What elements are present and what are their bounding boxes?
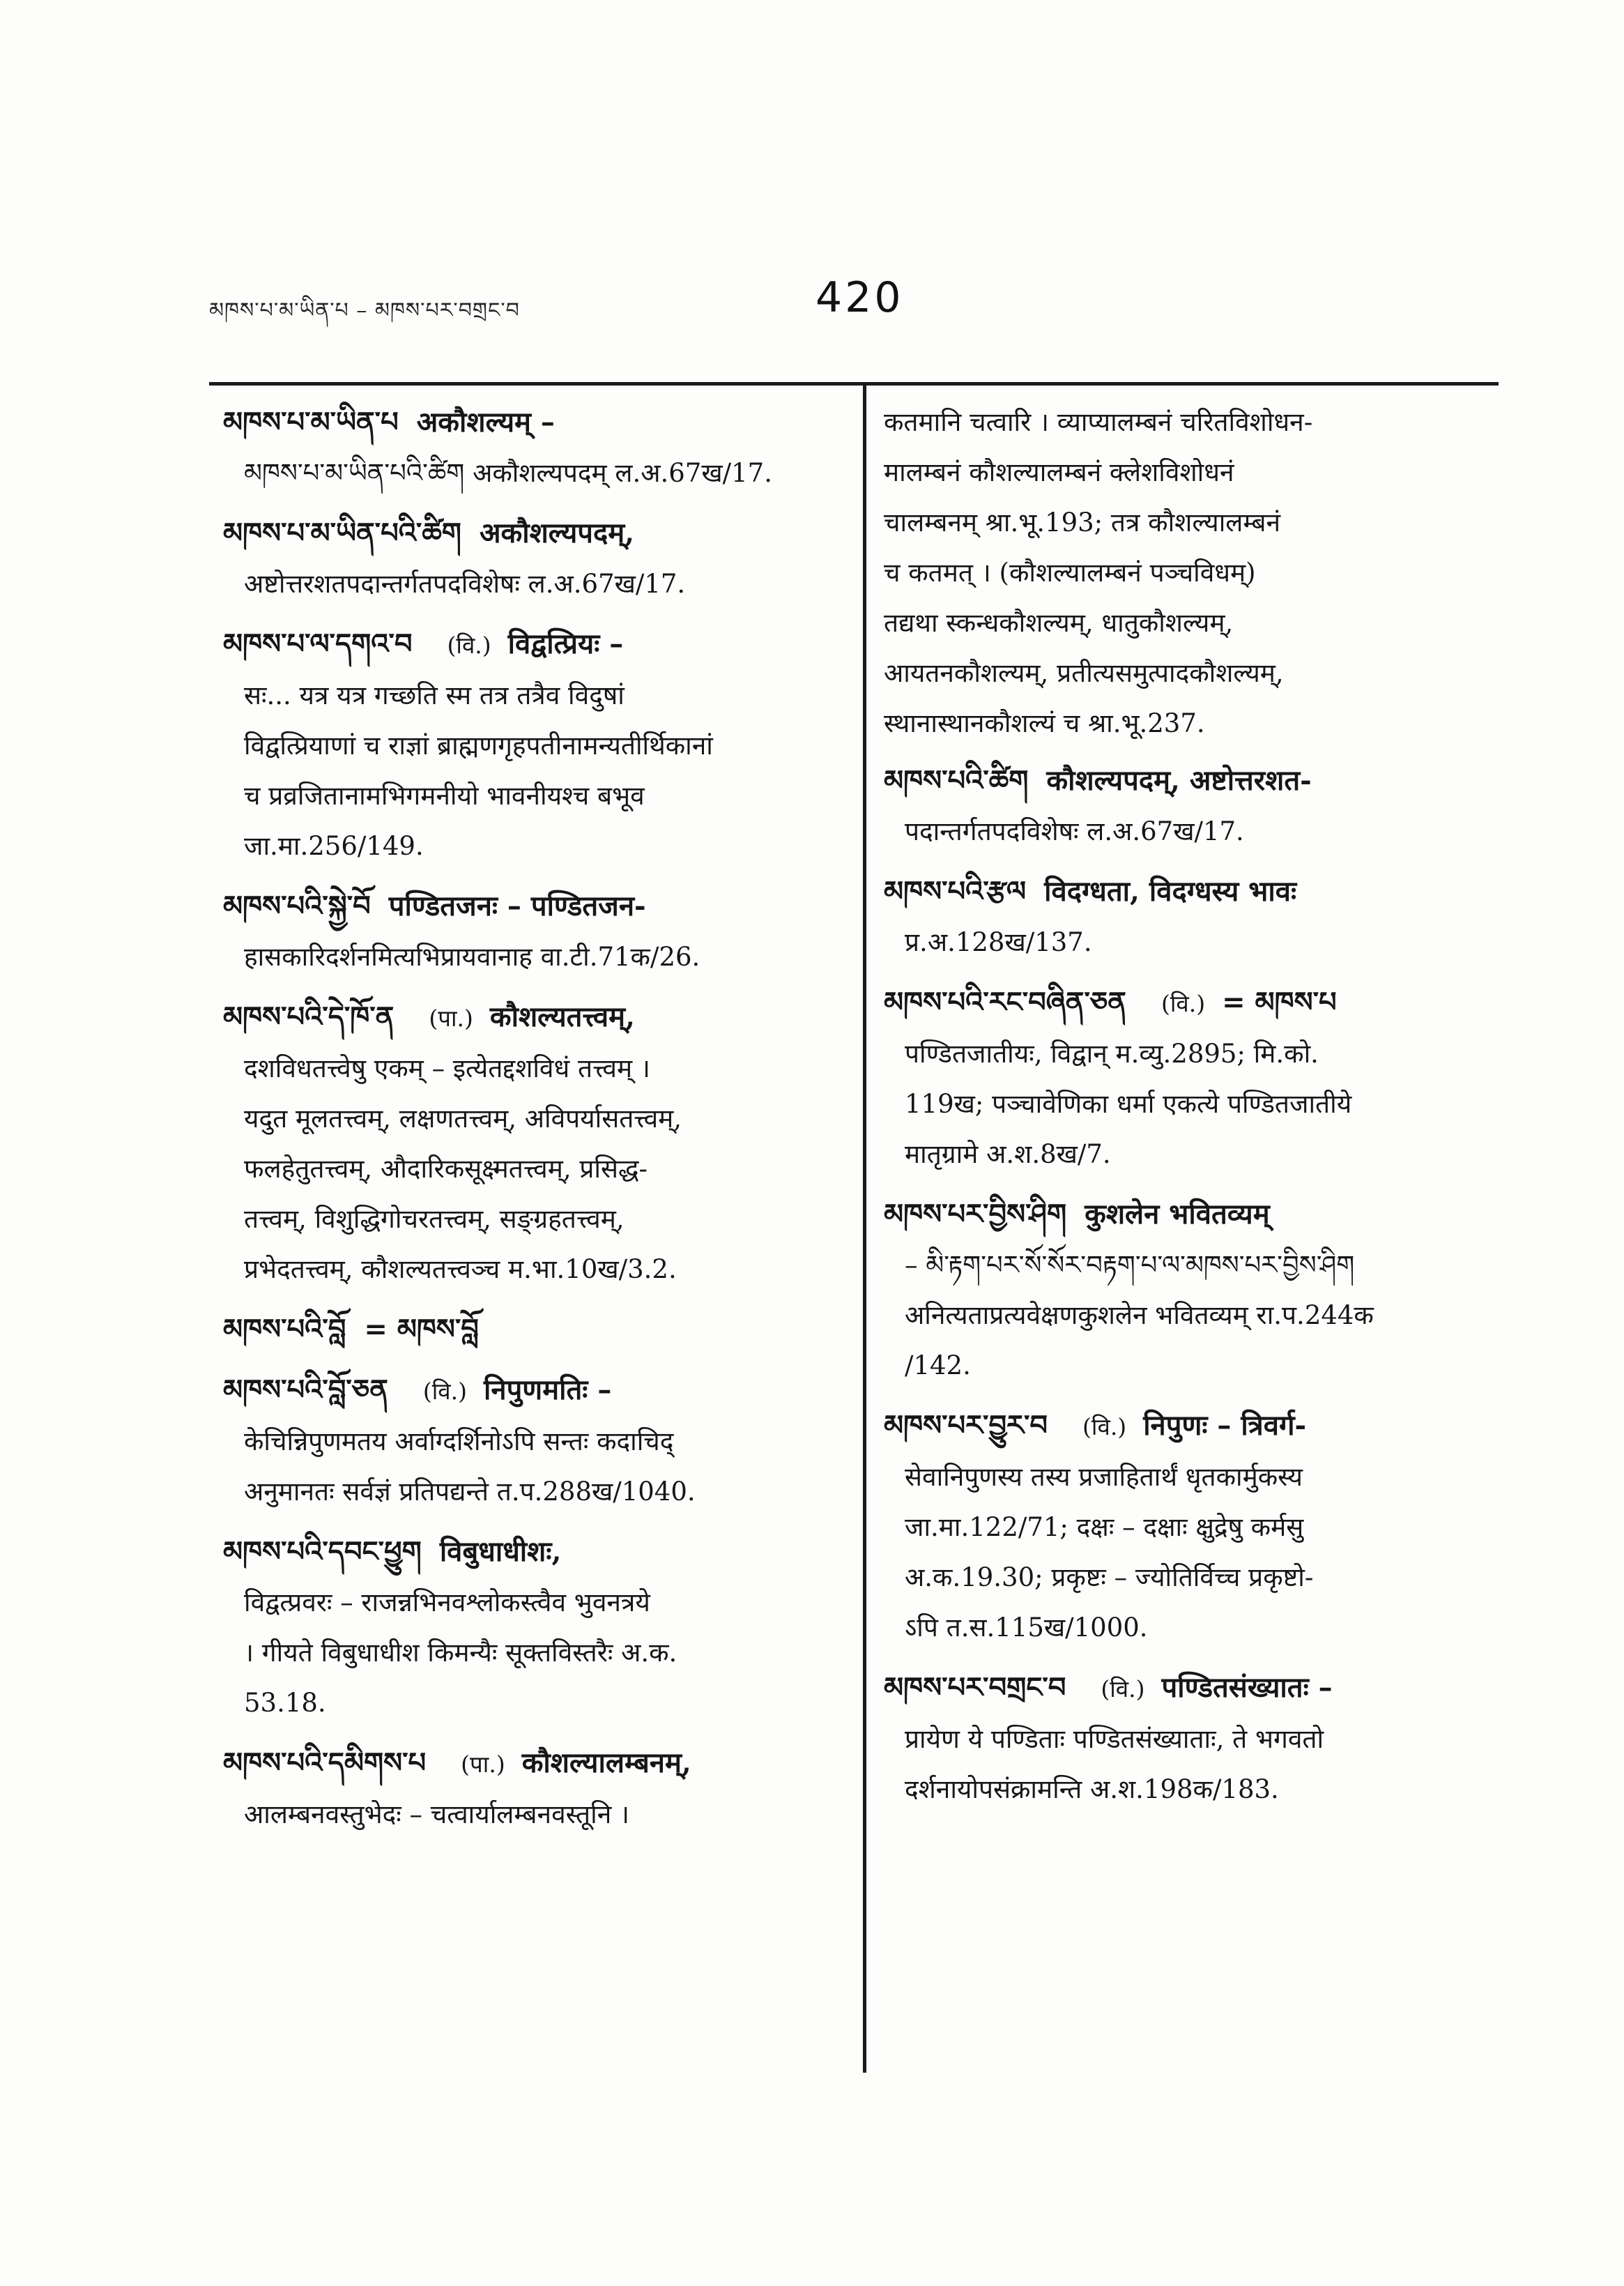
sanskrit-gloss: = མཁས་བློ xyxy=(364,1313,479,1346)
entry-head-line xyxy=(223,397,850,448)
entry-line: । गीयते विबुधाधीश किमन्यैः सूक्तविस्तरैः अ.क. xyxy=(244,1638,677,1668)
sanskrit-gloss: अकौशल्यम् – xyxy=(416,406,555,439)
entry-line: आलम्बनवस्तुभेदः – चत्वार्यालम्बनवस्तूनि । xyxy=(244,1799,630,1829)
sanskrit-gloss: निपुणमतिः – xyxy=(484,1373,612,1406)
dictionary-entry xyxy=(884,977,1511,1180)
tibetan-headword: མཁས་པར་བྱིས་ཤིག xyxy=(884,1198,1067,1230)
entry-head-line xyxy=(884,1189,1511,1240)
tibetan-headword: མཁས་པའི་དམིགས་པ xyxy=(223,1746,427,1779)
dictionary-entry xyxy=(223,619,850,871)
grammar-tag: (पा.) xyxy=(429,1005,473,1032)
dictionary-entry xyxy=(223,1527,850,1728)
entry-line: अ.क.19.30; प्रकृष्टः – ज्योतिर्विच्च प्रकृष्टो- xyxy=(905,1562,1314,1592)
page-number: 420 xyxy=(815,273,904,322)
entry-head-line xyxy=(223,619,850,671)
entry-head-line xyxy=(223,1738,850,1790)
entry-line: तत्त्वम्, विशुद्धिगोचरतत्त्वम्, सङ्ग्रहतत्त्वम्, xyxy=(244,1204,625,1234)
entry-head-line xyxy=(223,1527,850,1578)
entry-line: विद्वत्प्रवरः – राजन्नभिनवश्लोकस्त्वैव भुवनत्रये xyxy=(244,1587,650,1617)
tibetan-headword: མཁས་པའི་བློ་ཅན xyxy=(223,1373,388,1406)
tibetan-headword: མཁས་པ་ལ་དགའ་བ xyxy=(223,627,413,660)
entry-line: जा.मा.256/149. xyxy=(244,831,424,861)
column-divider xyxy=(863,386,866,2073)
entry-line: अष्टोत्तरशतपदान्तर्गतपदविशेषः ल.अ.67ख/17. xyxy=(244,569,686,599)
entry-line: अनुमानतः सर्वज्ञं प्रतिपद्यन्ते त.प.288ख/1040. xyxy=(244,1477,696,1507)
continuation-line: चालम्बनम् श्रा.भू.193; तत्र कौशल्यालम्बनं xyxy=(884,508,1281,538)
tibetan-headword: མཁས་པའི་དབང་ཕྱུག xyxy=(223,1535,422,1568)
entry-line: प्रभेदतत्त्वम्, कौशल्यतत्त्वञ्च म.भा.10ख/3.2. xyxy=(244,1254,677,1284)
grammar-tag: (वि.) xyxy=(1082,1413,1127,1440)
tibetan-headword: མཁས་པའི་དེ་ཁོ་ན xyxy=(223,1000,394,1033)
dictionary-entry xyxy=(223,1304,850,1355)
entry-head-line xyxy=(223,1365,850,1417)
sanskrit-gloss: कुशलेन भवितव्यम् xyxy=(1085,1198,1270,1230)
entry-line: 53.18. xyxy=(244,1688,326,1718)
sanskrit-gloss: कौशल्यपदम्, अष्टोत्तरशत- xyxy=(1046,764,1312,797)
tibetan-headword: མཁས་པར་བྱུར་བ xyxy=(884,1409,1048,1442)
dictionary-entry xyxy=(884,1189,1511,1391)
sanskrit-gloss: कौशल्यालम्बनम्, xyxy=(521,1746,691,1779)
right-entries xyxy=(884,756,1511,1815)
dictionary-entry xyxy=(223,1738,850,1840)
entry-line: མཁས་པ་མ་ཡིན་པའི་ཚིག अकौशल्यपदम् ल.अ.67ख/17. xyxy=(244,458,772,488)
dictionary-entry xyxy=(223,508,850,609)
sanskrit-gloss: विबुधाधीशः, xyxy=(439,1535,562,1568)
tibetan-headword: མཁས་པའི་ཚིག xyxy=(884,764,1029,797)
dictionary-entry xyxy=(223,881,850,982)
entry-line: प्रायेण ये पण्डिताः पण्डितसंख्याताः, ते भगवतो xyxy=(905,1724,1324,1754)
continuation-line: आयतनकौशल्यम्, प्रतीत्यसमुत्पादकौशल्यम्, xyxy=(884,658,1284,688)
entry-line: अनित्यताप्रत्यवेक्षणकुशलेन भवितव्यम् रा.प.244क xyxy=(905,1300,1374,1330)
grammar-tag: (वि.) xyxy=(447,632,491,659)
left-column xyxy=(223,397,850,1850)
dictionary-entry xyxy=(884,1401,1511,1653)
entry-line: हासकारिदर्शनमित्यभिप्रायवानाह वा.टी.71क/26. xyxy=(244,942,700,972)
entry-line: च प्रव्रजितानामभिगमनीयो भावनीयश्च बभूव xyxy=(244,781,645,811)
entry-line: दशविधतत्त्वेषु एकम् – इत्येतद्दशविधं तत्त्वम् । xyxy=(244,1053,650,1083)
tibetan-headword: མཁས་པའི་བློ xyxy=(223,1313,346,1346)
dictionary-entry xyxy=(223,992,850,1295)
sanskrit-gloss: = མཁས་པ xyxy=(1222,986,1337,1019)
entry-line: मातृग्रामे अ.श.8ख/7. xyxy=(905,1139,1111,1169)
tibetan-headword: མཁས་པའི་རྩལ xyxy=(884,875,1027,908)
tibetan-headword: མཁས་པ་མ་ཡིན་པ xyxy=(223,406,399,439)
entry-line: पण्डितजातीयः, विद्वान् म.व्यु.2895; मि.को. xyxy=(905,1039,1319,1069)
entry-line: – མི་རྟག་པར་སོ་སོར་བརྟག་པ་ལ་མཁས་པར་བྱིས་ཤིག xyxy=(905,1250,1355,1280)
entry-line: यदुत मूलतत्त्वम्, लक्षणतत्त्वम्, अविपर्यासतत्त्वम्, xyxy=(244,1104,682,1134)
entry-line: ऽपि त.स.115ख/1000. xyxy=(905,1613,1148,1643)
entry-head-line xyxy=(884,756,1511,807)
grammar-tag: (वि.) xyxy=(422,1378,468,1405)
sanskrit-gloss: अकौशल्यपदम्, xyxy=(479,517,635,549)
entry-line: प्र.अ.128ख/137. xyxy=(905,927,1092,957)
entry-head-line xyxy=(884,867,1511,917)
tibetan-headword: མཁས་པའི་རང་བཞིན་ཅན xyxy=(884,986,1126,1019)
continuation-line: स्थानास्थानकौशल्यं च श्रा.भू.237. xyxy=(884,708,1205,738)
entry-line: सः... यत्र यत्र गच्छति स्म तत्र तत्रैव विदुषां xyxy=(244,680,625,710)
dictionary-entry xyxy=(223,397,850,498)
entry-line: /142. xyxy=(905,1350,971,1380)
entry-line: केचिन्निपुणमतय अर्वाग्दर्शिनोऽपि सन्तः कदाचिद् xyxy=(244,1426,674,1456)
continuation-line: मालम्बनं कौशल्यालम्बनं क्लेशविशोधनं xyxy=(884,457,1234,487)
continuation-line: च कतमत् । (कौशल्यालम्बनं पञ्चविधम्) xyxy=(884,558,1256,588)
dictionary-entry xyxy=(884,756,1511,857)
grammar-tag: (पा.) xyxy=(461,1751,505,1778)
entry-line: जा.मा.122/71; दक्षः – दक्षाः क्षुद्रेषु कर्मसु xyxy=(905,1512,1304,1542)
entry-line: पदान्तर्गतपदविशेषः ल.अ.67ख/17. xyxy=(905,816,1244,846)
dictionary-entry xyxy=(223,1365,850,1517)
entry-line: सेवानिपुणस्य तस्य प्रजाहितार्थं धृतकार्मुकस्य xyxy=(905,1462,1303,1492)
entry-line: दर्शनायोपसंक्रामन्ति अ.श.198क/183. xyxy=(905,1774,1279,1804)
dictionary-entry xyxy=(884,1663,1511,1815)
entry-head-line xyxy=(223,992,850,1044)
running-head: མཁས་པ་མ་ཡིན་པ – མཁས་པར་བགྲང་བ xyxy=(209,298,520,323)
entry-head-line xyxy=(223,1304,850,1355)
sanskrit-gloss: विद्वत्प्रियः – xyxy=(507,627,624,660)
entry-line: 119ख; पञ्चावेणिका धर्मा एकत्ये पण्डितजातीये xyxy=(905,1089,1352,1119)
header-rule xyxy=(209,382,1499,386)
entry-head-line xyxy=(223,881,850,932)
entry-head-line xyxy=(884,1663,1511,1714)
grammar-tag: (वि.) xyxy=(1160,990,1206,1017)
entry-line: विद्वत्प्रियाणां च राज्ञां ब्राह्मणगृहपतीनामन्यतीर्थिकानां xyxy=(244,731,713,761)
sanskrit-gloss: कौशल्यतत्त्वम्, xyxy=(489,1000,635,1033)
entry-head-line xyxy=(884,1401,1511,1452)
entry-head-line xyxy=(884,977,1511,1029)
sanskrit-gloss: पण्डितसंख्यातः – xyxy=(1161,1671,1333,1704)
entry-line: फलहेतुतत्त्वम्, औदारिकसूक्ष्मतत्त्वम्, प्रसिद्ध- xyxy=(244,1154,648,1184)
sanskrit-gloss: पण्डितजनः – पण्डितजन- xyxy=(388,890,646,922)
sanskrit-gloss: निपुणः – त्रिवर्ग- xyxy=(1143,1409,1307,1442)
tibetan-headword: མཁས་པའི་སྐྱེ་བོ xyxy=(223,890,371,922)
tibetan-headword: མཁས་པར་བགྲང་བ xyxy=(884,1671,1066,1704)
right-column xyxy=(884,397,1511,1824)
continuation-line: तद्यथा स्कन्धकौशल्यम्, धातुकौशल्यम्, xyxy=(884,608,1234,638)
continued-entry-text xyxy=(884,397,1511,756)
dictionary-entry xyxy=(884,867,1511,968)
continuation-line: कतमानि चत्वारि । व्याप्यालम्बनं चरितविशोधन- xyxy=(884,407,1313,437)
grammar-tag: (वि.) xyxy=(1101,1675,1145,1702)
sanskrit-gloss: विदग्धता, विदग्धस्य भावः xyxy=(1044,875,1297,908)
entry-head-line xyxy=(223,508,850,559)
tibetan-headword: མཁས་པ་མ་ཡིན་པའི་ཚིག xyxy=(223,517,461,549)
